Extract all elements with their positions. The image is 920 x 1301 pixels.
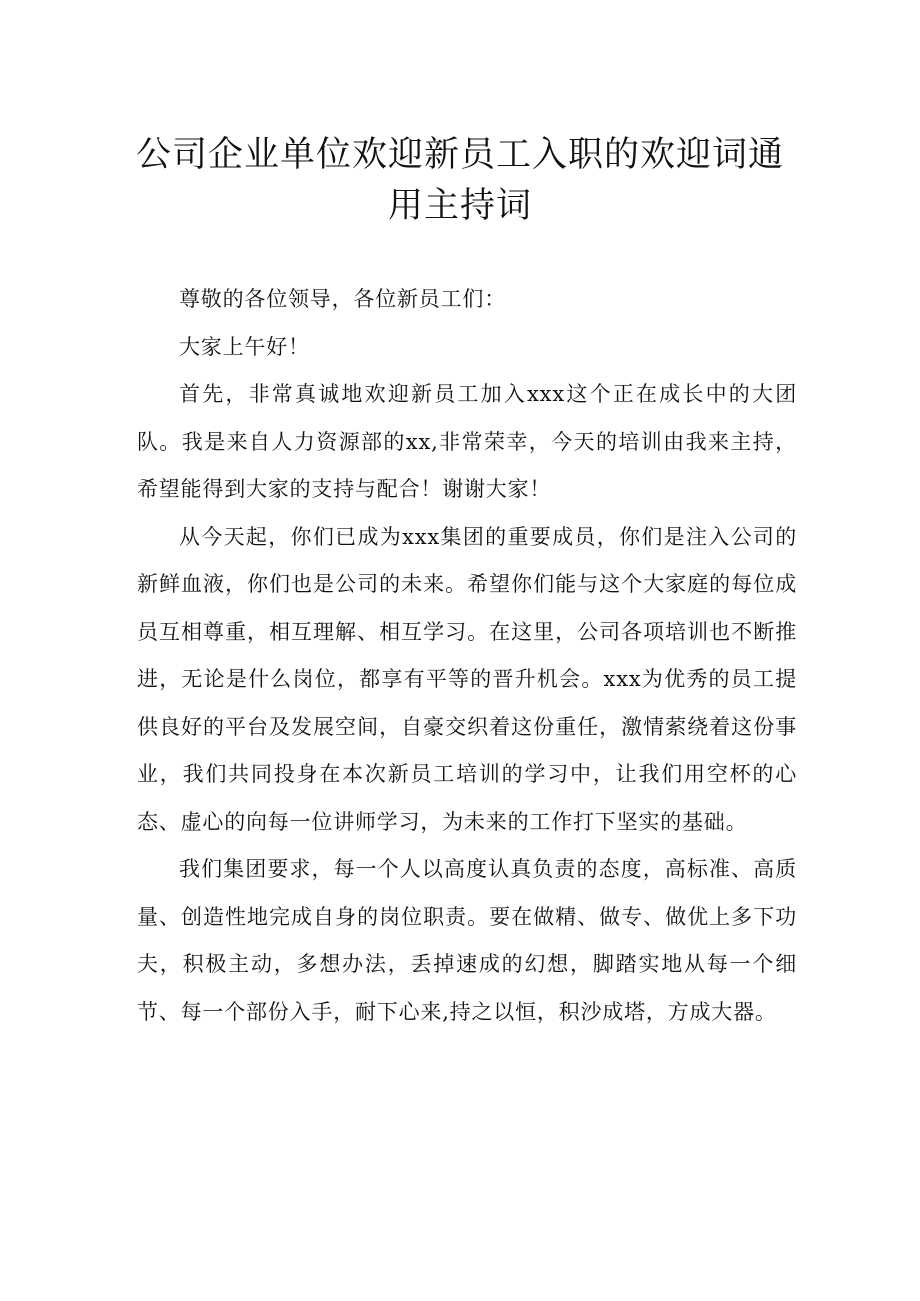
- document-title: [120, 130, 800, 232]
- title-line-1: 公司企业单位欢迎新员工入职的欢迎词通: [135, 135, 784, 175]
- paragraph-welcome: 首先，非常真诚地欢迎新员工加入xxx这个正在成长中的大团队。我是来自人力资源部的xx,非常荣幸，今天的培训由我来主持，希望能得到大家的支持与配合！谢谢大家！: [137, 382, 797, 501]
- paragraph-expectations: 从今天起，你们已成为xxx集团的重要成员，你们是注入公司的新鲜血液，你们也是公司的未来。希望你们能与这个大家庭的每位成员互相尊重，相互理解、相互学习。在这里，公司各项培训也不断推进，无论是什么岗位，都享有平等的晋升机会。xxx为优秀的员工提供良好的平台及发展空间，自豪交织着这份重任，激情萦绕着这份事业，我们共同投身在本次新员工培训的学习中，让我们用空杯的心态、虚心的向每一位讲师学习，为未来的工作打下坚实的基础。: [137, 524, 797, 834]
- salutation: 尊敬的各位领导，各位新员工们：: [179, 287, 506, 311]
- title-line-2: 用主持词: [387, 186, 532, 226]
- greeting: 大家上午好！: [179, 334, 310, 359]
- document-body: [137, 276, 797, 1036]
- paragraph-requirements: 我们集团要求，每一个人以高度认真负责的态度，高标准、高质量、创造性地完成自身的岗位职责。要在做精、做专、做优上多下功夫，积极主动，多想办法，丢掉速成的幻想，脚踏实地从每一个细节、每一个部份入手，耐下心来,持之以恒，积沙成塔，方成大器。: [137, 857, 797, 1024]
